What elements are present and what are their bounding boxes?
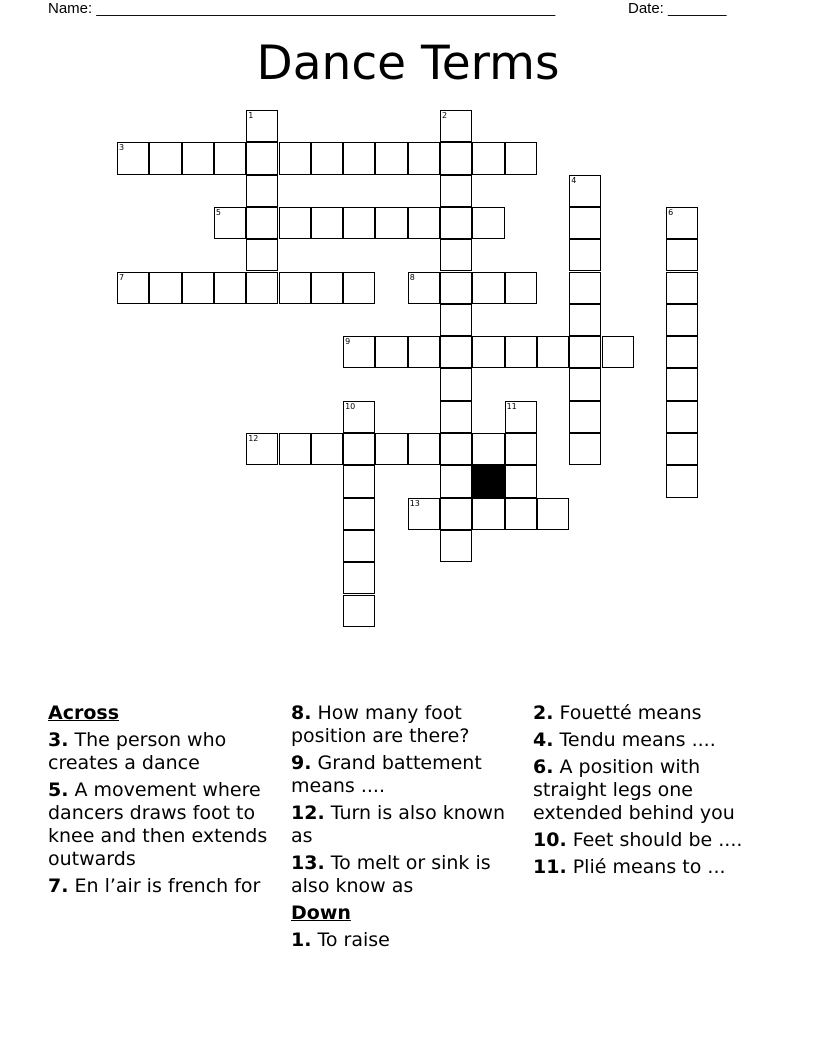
grid-cell[interactable] — [408, 498, 440, 530]
clue-across-9 — [291, 752, 527, 798]
clue-across-13 — [291, 852, 527, 898]
grid-cell[interactable] — [343, 272, 375, 304]
grid-cell[interactable] — [246, 239, 278, 271]
grid-cell[interactable] — [537, 498, 569, 530]
grid-cell[interactable] — [666, 239, 698, 271]
clue-text: Tendu means .... — [559, 729, 716, 751]
grid-cell[interactable] — [246, 175, 278, 207]
grid-cell[interactable] — [569, 368, 601, 400]
clue-text: Plié means to ... — [572, 856, 726, 878]
grid-cell[interactable] — [408, 336, 440, 368]
grid-cell[interactable] — [408, 142, 440, 174]
grid-cell[interactable] — [602, 336, 634, 368]
grid-cell[interactable] — [666, 207, 698, 239]
grid-cell[interactable] — [375, 142, 407, 174]
clue-across-8 — [291, 702, 527, 748]
clue-number-label: 6 — [668, 207, 674, 217]
name-line[interactable]: Name: _______________________________________________________ — [48, 0, 556, 17]
clue-text: To melt or sink is also know as — [291, 852, 491, 897]
grid-cell[interactable] — [311, 433, 343, 465]
grid-cell[interactable] — [214, 272, 246, 304]
clue-text: Fouetté means — [559, 702, 702, 724]
grid-cell[interactable] — [117, 272, 149, 304]
grid-cell[interactable] — [117, 142, 149, 174]
grid-cell[interactable] — [440, 498, 472, 530]
grid-cell[interactable] — [343, 562, 375, 594]
grid-cell[interactable] — [440, 465, 472, 497]
grid-cell[interactable] — [505, 401, 537, 433]
grid-cell[interactable] — [279, 272, 311, 304]
clues-column-2 — [291, 702, 527, 956]
clue-number: 2. — [533, 702, 554, 724]
grid-cell[interactable] — [440, 142, 472, 174]
clue-number: 10. — [533, 829, 567, 851]
grid-cell[interactable] — [279, 433, 311, 465]
grid-cell[interactable] — [569, 272, 601, 304]
grid-cell[interactable] — [246, 433, 278, 465]
clue-down-4 — [533, 729, 769, 752]
grid-cell[interactable] — [472, 336, 504, 368]
across-heading: Across — [48, 702, 120, 724]
grid-cell[interactable] — [343, 498, 375, 530]
clues-column-3 — [533, 702, 769, 883]
down-heading: Down — [291, 902, 351, 924]
clue-number: 12. — [291, 802, 325, 824]
clue-down-1 — [291, 929, 527, 952]
grid-cell[interactable] — [246, 142, 278, 174]
date-line[interactable]: Date: _______ — [628, 0, 727, 17]
clue-number-label: 13 — [409, 498, 420, 508]
grid-cell[interactable] — [440, 530, 472, 562]
grid-cell[interactable] — [569, 304, 601, 336]
clue-number-label: 8 — [409, 272, 415, 282]
grid-cell[interactable] — [666, 433, 698, 465]
grid-cell[interactable] — [408, 433, 440, 465]
grid-cell[interactable] — [343, 401, 375, 433]
clue-text: How many foot position are there? — [291, 702, 470, 747]
grid-cell[interactable] — [375, 207, 407, 239]
clue-text: To raise — [317, 929, 390, 951]
grid-cell[interactable] — [343, 433, 375, 465]
clue-number-label: 9 — [345, 337, 351, 347]
grid-cell[interactable] — [343, 595, 375, 627]
grid-cell[interactable] — [666, 368, 698, 400]
grid-cell[interactable] — [440, 239, 472, 271]
clue-number-label: 7 — [119, 272, 125, 282]
grid-cell[interactable] — [440, 110, 472, 142]
grid-cell[interactable] — [279, 207, 311, 239]
clue-down-2 — [533, 702, 769, 725]
clue-down-10 — [533, 829, 769, 852]
clue-number: 11. — [533, 856, 567, 878]
clue-text: Turn is also known as — [291, 802, 505, 847]
clue-down-11 — [533, 856, 769, 879]
grid-cell[interactable] — [440, 433, 472, 465]
grid-cell[interactable] — [375, 336, 407, 368]
grid-cell[interactable] — [505, 465, 537, 497]
grid-cell[interactable] — [246, 272, 278, 304]
grid-cell[interactable] — [440, 336, 472, 368]
clue-text: Feet should be .... — [572, 829, 743, 851]
grid-cell[interactable] — [311, 272, 343, 304]
grid-cell[interactable] — [149, 272, 181, 304]
grid-cell[interactable] — [666, 304, 698, 336]
grid-cell[interactable] — [569, 207, 601, 239]
grid-cell[interactable] — [311, 207, 343, 239]
grid-cell[interactable] — [440, 368, 472, 400]
grid-cell[interactable] — [440, 175, 472, 207]
clue-number-label: 12 — [248, 434, 259, 443]
clue-number: 9. — [291, 752, 312, 774]
clue-number: 5. — [48, 779, 69, 801]
black-cell — [472, 465, 504, 497]
clue-across-5 — [48, 779, 284, 871]
grid-cell[interactable] — [343, 530, 375, 562]
grid-cell[interactable] — [472, 272, 504, 304]
clue-number: 3. — [48, 729, 69, 751]
clue-text: The person who creates a dance — [48, 729, 227, 774]
clues-column-1 — [48, 702, 284, 902]
clue-text: A movement where dancers draws foot to knee and then extends outwards — [48, 779, 268, 870]
grid-cell[interactable] — [666, 465, 698, 497]
grid-cell[interactable] — [408, 272, 440, 304]
clue-number-label: 5 — [215, 207, 221, 217]
grid-cell[interactable] — [214, 207, 246, 239]
clue-across-12 — [291, 802, 527, 848]
grid-cell[interactable] — [246, 207, 278, 239]
clue-across-3 — [48, 729, 284, 775]
clue-text: A position with straight legs one extended behind you — [533, 756, 735, 824]
grid-cell[interactable] — [440, 304, 472, 336]
clue-number-label: 11 — [506, 401, 517, 411]
page-title: Dance Terms — [256, 36, 560, 91]
grid-cell[interactable] — [440, 207, 472, 239]
grid-cell[interactable] — [666, 336, 698, 368]
clue-number: 13. — [291, 852, 325, 874]
clue-number: 6. — [533, 756, 554, 778]
grid-cell[interactable] — [440, 401, 472, 433]
grid-cell[interactable] — [472, 433, 504, 465]
grid-cell[interactable] — [279, 142, 311, 174]
grid-cell[interactable] — [343, 207, 375, 239]
grid-cell[interactable] — [569, 401, 601, 433]
grid-cell[interactable] — [311, 142, 343, 174]
grid-cell[interactable] — [408, 207, 440, 239]
clue-number-label: 1 — [248, 111, 254, 120]
grid-cell[interactable] — [666, 272, 698, 304]
grid-cell[interactable] — [505, 272, 537, 304]
clue-number: 8. — [291, 702, 312, 724]
grid-cell[interactable] — [666, 401, 698, 433]
grid-cell[interactable] — [505, 498, 537, 530]
clue-number-label: 3 — [119, 143, 125, 153]
grid-cell[interactable] — [569, 336, 601, 368]
grid-cell[interactable] — [472, 498, 504, 530]
clue-across-7 — [48, 875, 284, 898]
grid-cell[interactable] — [472, 207, 504, 239]
grid-cell[interactable] — [343, 142, 375, 174]
clue-number-label: 2 — [442, 111, 448, 120]
grid-cell[interactable] — [375, 433, 407, 465]
grid-cell[interactable] — [182, 142, 214, 174]
grid-cell[interactable] — [537, 336, 569, 368]
clue-number: 1. — [291, 929, 312, 951]
grid-cell[interactable] — [149, 142, 181, 174]
grid-cell[interactable] — [569, 239, 601, 271]
grid-cell[interactable] — [440, 272, 472, 304]
clue-number-label: 10 — [345, 401, 356, 411]
clue-number-label: 4 — [571, 175, 577, 185]
clue-number: 7. — [48, 875, 69, 897]
grid-cell[interactable] — [505, 142, 537, 174]
clue-down-6 — [533, 756, 769, 825]
grid-cell[interactable] — [472, 142, 504, 174]
grid-cell[interactable] — [505, 433, 537, 465]
clue-text: Grand battement means .... — [291, 752, 482, 797]
grid-cell[interactable] — [569, 433, 601, 465]
grid-cell[interactable] — [343, 465, 375, 497]
grid-cell[interactable] — [246, 110, 278, 142]
grid-cell[interactable] — [569, 175, 601, 207]
grid-cell[interactable] — [505, 336, 537, 368]
clue-number: 4. — [533, 729, 554, 751]
grid-cell[interactable] — [182, 272, 214, 304]
grid-cell[interactable] — [214, 142, 246, 174]
clue-text: En l’air is french for — [74, 875, 261, 897]
grid-cell[interactable] — [343, 336, 375, 368]
